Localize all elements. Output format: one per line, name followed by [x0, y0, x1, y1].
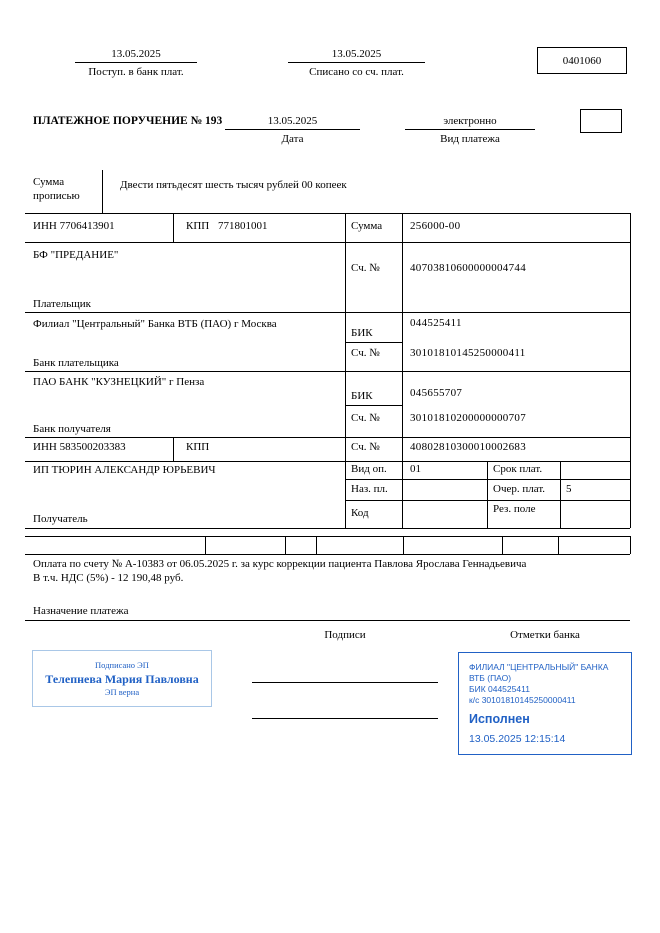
payee-bank-bik: 045655707	[410, 387, 463, 399]
table-line	[630, 213, 631, 528]
code-label: Код	[351, 507, 369, 519]
table-line	[558, 536, 559, 554]
bank-stamp-line-1: ФИЛИАЛ "ЦЕНТРАЛЬНЫЙ" БАНКА	[469, 662, 609, 672]
sum-label: Сумма	[351, 220, 383, 232]
document-title: ПЛАТЕЖНОЕ ПОРУЧЕНИЕ № 193	[33, 115, 223, 127]
purpose-line-1: Оплата по счету № А-10383 от 06.05.2025 г. за курс коррекции пациента Павлова Ярослава Геннадьевича	[33, 558, 527, 570]
bank-marks-label: Отметки банка	[510, 629, 580, 641]
table-line	[345, 405, 402, 406]
signatures-label: Подписи	[324, 629, 366, 641]
amount-words-label-2: прописью	[33, 190, 80, 202]
payee-kpp-label: КПП	[186, 441, 210, 453]
form-code-box	[537, 47, 627, 74]
payer-bank-bik-label: БИК	[351, 327, 373, 339]
purpose-label: Назначение платежа	[33, 605, 129, 617]
document-date: 13.05.2025	[267, 115, 318, 127]
table-line	[402, 213, 403, 528]
signature-stamp-line-3: ЭП верна	[104, 686, 140, 697]
payer-name: БФ "ПРЕДАНИЕ"	[33, 249, 119, 261]
table-line	[25, 536, 630, 537]
bank-stamp	[458, 652, 632, 755]
table-line	[25, 554, 630, 555]
payer-kpp: 771801001	[218, 220, 268, 232]
table-line	[25, 213, 630, 214]
table-line	[25, 437, 630, 438]
table-line	[316, 536, 317, 554]
signature-stamp-name: Телепнева Мария Павловна	[45, 671, 199, 686]
amount-words: Двести пятьдесят шесть тысяч рублей 00 копеек	[120, 179, 347, 191]
signature-line-2	[252, 718, 438, 719]
divider-line	[102, 170, 103, 213]
table-line	[403, 536, 404, 554]
payer-bank-bik: 044525411	[410, 317, 462, 329]
payee-name: ИП ТЮРИН АЛЕКСАНДР ЮРЬЕВИЧ	[33, 464, 216, 476]
table-line	[25, 528, 630, 529]
bank-stamp-status: Исполнен	[469, 712, 530, 726]
payee-bank-bik-label: БИК	[351, 390, 373, 402]
payer-inn: ИНН 7706413901	[33, 220, 115, 232]
bank-stamp-line-4: к/с 30101810145250000411	[469, 695, 576, 705]
payer-bank-account: 30101810145250000411	[410, 347, 526, 359]
payer-label: Плательщик	[33, 298, 91, 310]
table-line	[630, 536, 631, 554]
purpose-code-label: Наз. пл.	[351, 483, 388, 495]
signature-stamp	[32, 650, 212, 707]
bank-stamp-line-3: БИК 044525411	[469, 684, 530, 694]
table-line	[560, 461, 561, 528]
bank-stamp-datetime: 13.05.2025 12:15:14	[469, 733, 566, 745]
payer-kpp-label: КПП	[186, 220, 210, 232]
table-line	[345, 213, 346, 528]
payee-bank-label: Банк получателя	[33, 423, 111, 435]
payment-kind: электронно	[443, 115, 497, 127]
payee-account-label: Сч. №	[351, 441, 380, 453]
payer-account-label: Сч. №	[351, 262, 380, 274]
document-date-label: Дата	[281, 133, 304, 145]
table-line	[345, 342, 402, 343]
priority-label: Очер. плат.	[493, 483, 546, 495]
payer-bank-account-label: Сч. №	[351, 347, 380, 359]
divider-line	[25, 620, 630, 621]
payer-account: 40703810600000004744	[410, 262, 526, 274]
form-code: 0401060	[562, 54, 602, 67]
received-date: 13.05.2025	[111, 48, 161, 60]
divider-line	[75, 62, 197, 63]
amount-words-label: Сумма	[33, 176, 65, 188]
table-line	[25, 371, 630, 372]
signature-stamp-line-1: Подписано ЭП	[95, 659, 149, 670]
payee-bank-account: 30101810200000000707	[410, 412, 526, 424]
table-line	[487, 461, 488, 528]
bank-stamp-line-2: ВТБ (ПАО)	[469, 673, 512, 683]
op-kind-label: Вид оп.	[351, 463, 387, 475]
payee-account: 40802810300010002683	[410, 441, 526, 453]
payer-bank-label: Банк плательщика	[33, 357, 119, 369]
payer-bank-name: Филиал "Центральный" Банка ВТБ (ПАО) г Москва	[33, 318, 277, 330]
payment-kind-label: Вид платежа	[440, 133, 500, 145]
debited-date: 13.05.2025	[331, 48, 382, 60]
priority-value: 5	[566, 483, 572, 495]
divider-line	[225, 129, 360, 130]
status-code-box	[580, 109, 622, 133]
table-line	[25, 242, 630, 243]
payee-label: Получатель	[33, 513, 88, 525]
table-line	[502, 536, 503, 554]
table-line	[173, 437, 174, 461]
op-kind-value: 01	[410, 463, 421, 475]
pay-term-label: Срок плат.	[493, 463, 543, 475]
reserve-field-label: Рез. поле	[493, 503, 536, 515]
signature-line-1	[252, 682, 438, 683]
payee-bank-name: ПАО БАНК "КУЗНЕЦКИЙ" г Пенза	[33, 376, 205, 388]
payee-inn: ИНН 583500203383	[33, 441, 126, 453]
divider-line	[405, 129, 535, 130]
table-line	[25, 312, 630, 313]
received-date-label: Поступ. в банк плат.	[88, 66, 184, 78]
debited-date-label: Списано со сч. плат.	[309, 66, 404, 78]
table-line	[25, 461, 630, 462]
purpose-line-2: В т.ч. НДС (5%) - 12 190,48 руб.	[33, 572, 184, 584]
table-line	[173, 213, 174, 242]
table-line	[205, 536, 206, 554]
table-line	[285, 536, 286, 554]
payee-bank-account-label: Сч. №	[351, 412, 380, 424]
divider-line	[288, 62, 425, 63]
sum-value: 256000-00	[410, 220, 461, 232]
